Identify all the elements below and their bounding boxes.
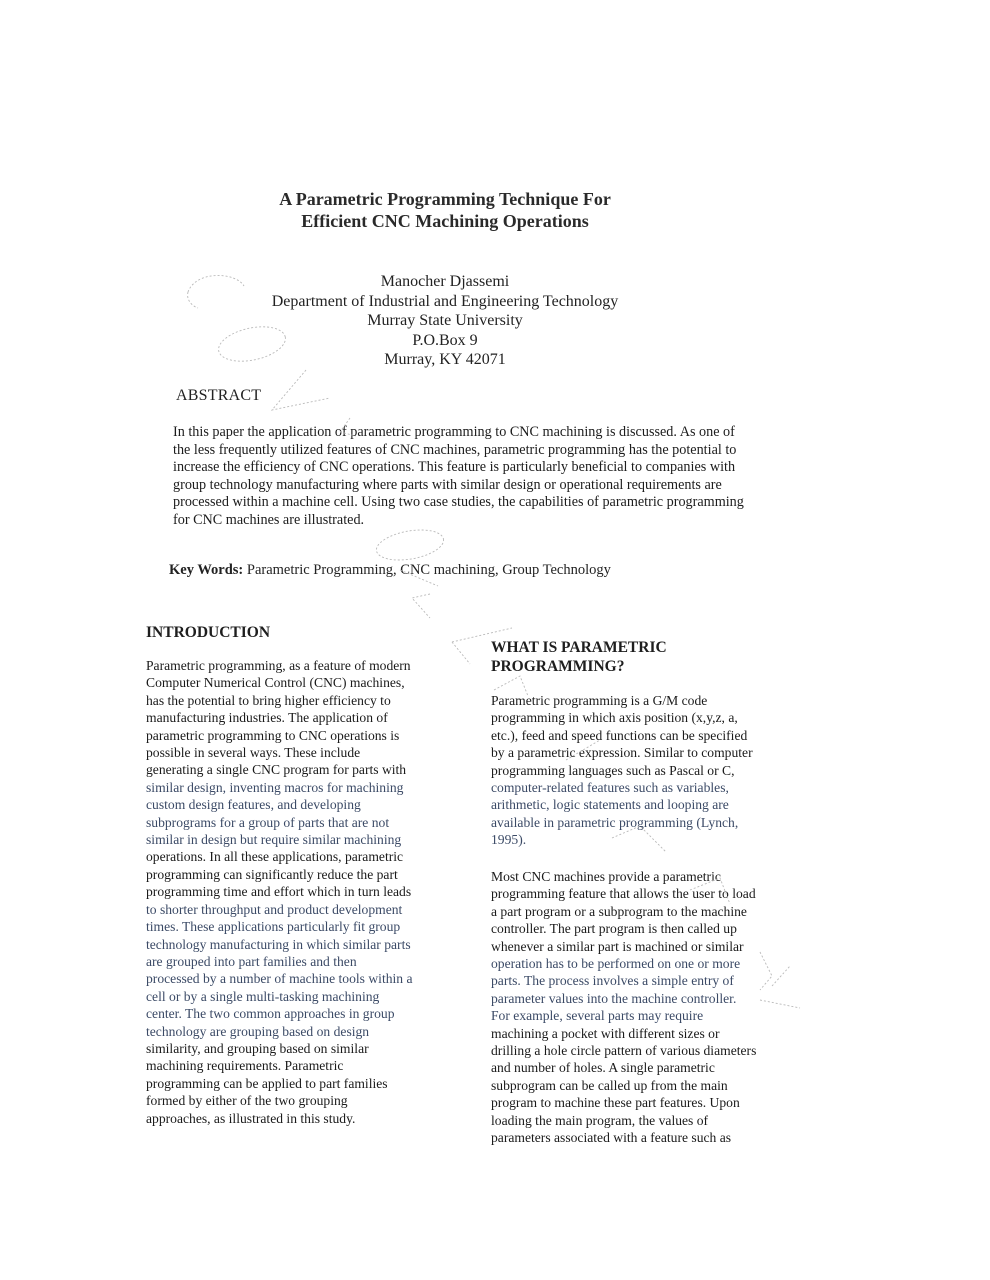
body-line: operations. In all these applications, parametric: [146, 849, 404, 865]
definition-paragraph: [491, 692, 801, 849]
heading-line: PROGRAMMING?: [491, 658, 625, 675]
body-line: arithmetic, logic statements and looping are: [491, 797, 729, 813]
introduction-body: [146, 657, 456, 1127]
body-line: programming in which axis position (x,y,z, a,: [491, 710, 738, 726]
body-line: parameter values into the machine controller.: [491, 990, 737, 1006]
body-line: whenever a similar part is machined or similar: [491, 938, 744, 954]
paper-title: [230, 188, 660, 232]
abstract-line: In this paper the application of parametric programming to CNC machining is discussed. As one of: [173, 424, 735, 440]
author-block: [200, 272, 690, 370]
keywords-text: Parametric Programming, CNC machining, Group Technology: [246, 562, 611, 578]
author-department: Department of Industrial and Engineering Technology: [271, 292, 619, 310]
body-line: For example, several parts may require: [491, 1008, 704, 1024]
body-line: to shorter throughput and product development: [146, 901, 403, 917]
title-line: Efficient CNC Machining Operations: [301, 211, 589, 231]
body-line: times. These applications particularly fit group: [146, 919, 401, 935]
body-line: 1995).: [491, 832, 527, 848]
heading-line: WHAT IS PARAMETRIC: [491, 639, 667, 656]
body-line: programming languages such as Pascal or C,: [491, 762, 735, 778]
body-line: programming feature that allows the user to load: [491, 886, 756, 902]
body-line: parameters associated with a feature such as: [491, 1130, 732, 1146]
body-line: processed by a number of machine tools within a: [146, 971, 413, 987]
body-line: drilling a hole circle pattern of various diameters: [491, 1043, 757, 1059]
body-line: parts. The process involves a simple entry of: [491, 973, 734, 989]
what-is-parametric-heading: [491, 638, 667, 676]
abstract-line: increase the efficiency of CNC operations. This feature is particularly beneficial to companies with: [173, 459, 736, 476]
body-line: Computer Numerical Control (CNC) machines,: [146, 675, 405, 691]
body-line: etc.), feed and speed functions can be specified: [491, 727, 748, 743]
body-line: subprogram can be called up from the main: [491, 1077, 728, 1093]
body-line: programming can significantly reduce the part: [146, 866, 398, 882]
body-line: machining a pocket with different sizes or: [491, 1025, 720, 1041]
keywords-line: [169, 562, 611, 579]
body-line: generating a single CNC program for parts with: [146, 762, 407, 778]
abstract-line: for CNC machines are illustrated.: [173, 511, 365, 528]
body-line: by a parametric expression. Similar to computer: [491, 745, 753, 761]
feature-paragraph: [491, 868, 801, 1147]
body-line: program to machine these part features. Upon: [491, 1095, 740, 1111]
body-line: a part program or a subprogram to the machine: [491, 903, 747, 919]
body-line: parametric programming to CNC operations is: [146, 727, 400, 743]
title-line: A Parametric Programming Technique For: [279, 189, 611, 209]
body-line: loading the main program, the values of: [491, 1112, 709, 1128]
body-line: approaches, as illustrated in this study.: [146, 1110, 356, 1126]
abstract-line: the less frequently utilized features of CNC machines, parametric programming has the potential to: [173, 441, 737, 458]
body-line: programming time and effort which in turn leads: [146, 884, 412, 900]
body-line: are grouped into part families and then: [146, 953, 357, 969]
abstract-body: [173, 424, 793, 530]
author-city: Murray, KY 42071: [384, 351, 506, 368]
introduction-heading: INTRODUCTION: [146, 624, 271, 641]
body-line: similar in design but require similar machining: [146, 832, 402, 848]
body-line: technology are grouping based on design: [146, 1023, 370, 1039]
body-line: Parametric programming, as a feature of modern: [146, 658, 411, 673]
body-line: Most CNC machines provide a parametric: [491, 869, 721, 884]
body-line: custom design features, and developing: [146, 797, 361, 813]
body-line: cell or by a single multi-tasking machining: [146, 988, 380, 1004]
author-name: Manocher Djassemi: [380, 273, 510, 290]
body-line: operation has to be performed on one or more: [491, 956, 741, 972]
author-university: Murray State University: [367, 312, 523, 329]
body-line: and number of holes. A single parametric: [491, 1060, 715, 1076]
keywords-label: Key Words:: [169, 562, 244, 578]
body-line: programming can be applied to part families: [146, 1075, 388, 1091]
body-line: subprograms for a group of parts that are not: [146, 814, 390, 830]
body-line: possible in several ways. These include: [146, 745, 361, 761]
abstract-heading: ABSTRACT: [176, 387, 262, 404]
body-line: similarity, and grouping based on similar: [146, 1040, 369, 1056]
body-line: manufacturing industries. The application of: [146, 710, 388, 726]
body-line: similar design, inventing macros for machining: [146, 779, 404, 795]
author-pobox: P.O.Box 9: [412, 331, 478, 349]
abstract-line: group technology manufacturing where parts with similar design or operational requirements are: [173, 476, 722, 493]
body-line: controller. The part program is then called up: [491, 921, 737, 937]
body-line: center. The two common approaches in group: [146, 1006, 395, 1022]
body-line: computer-related features such as variables,: [491, 780, 729, 796]
body-line: has the potential to bring higher efficiency to: [146, 692, 391, 708]
body-line: available in parametric programming (Lynch,: [491, 814, 739, 830]
body-line: machining requirements. Parametric: [146, 1058, 344, 1074]
body-line: technology manufacturing in which similar parts: [146, 936, 411, 952]
abstract-line: processed within a machine cell. Using two case studies, the capabilities of parametric programming: [173, 494, 744, 511]
body-line: formed by either of the two grouping: [146, 1093, 348, 1109]
body-line: Parametric programming is a G/M code: [491, 693, 708, 708]
